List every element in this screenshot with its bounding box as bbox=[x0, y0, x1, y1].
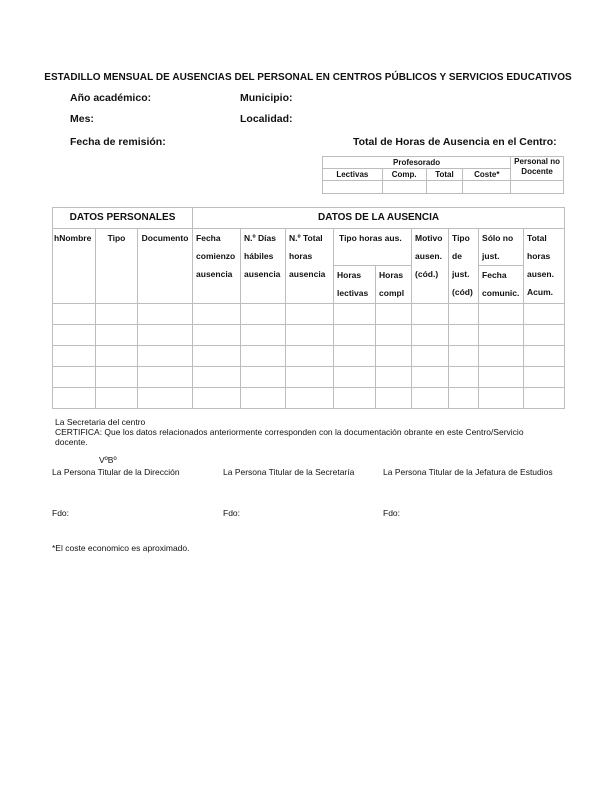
horas-compl-header: Horas compl bbox=[376, 266, 412, 304]
total-acum-header: Total horas ausen. Acum. bbox=[524, 229, 565, 304]
table-cell[interactable] bbox=[412, 325, 449, 346]
table-cell[interactable] bbox=[286, 304, 334, 325]
table-row bbox=[53, 325, 565, 346]
table-row bbox=[53, 346, 565, 367]
table-cell[interactable] bbox=[193, 346, 241, 367]
table-cell[interactable] bbox=[193, 388, 241, 409]
datos-ausencia-header: DATOS DE LA AUSENCIA bbox=[193, 208, 565, 229]
table-cell[interactable] bbox=[286, 367, 334, 388]
table-cell[interactable] bbox=[138, 304, 193, 325]
table-cell[interactable] bbox=[412, 346, 449, 367]
table-row bbox=[53, 304, 565, 325]
coste-header: Coste* bbox=[463, 169, 511, 181]
table-cell[interactable] bbox=[449, 367, 479, 388]
ano-academico-label: Año académico: bbox=[70, 92, 152, 104]
table-cell[interactable] bbox=[524, 367, 565, 388]
secretaria-centro-text: La Secretaria del centro bbox=[55, 417, 146, 427]
horas-lectivas-header: Horas lectivas bbox=[334, 266, 376, 304]
coste-footnote: *El coste economico es aproximado. bbox=[52, 543, 190, 553]
table-cell[interactable] bbox=[138, 367, 193, 388]
table-row bbox=[53, 388, 565, 409]
table-cell[interactable] bbox=[53, 346, 96, 367]
localidad-label: Localidad: bbox=[240, 113, 293, 125]
fecha-comienzo-header: Fecha comienzo ausencia bbox=[193, 229, 241, 304]
table-cell[interactable] bbox=[479, 304, 524, 325]
absence-table bbox=[52, 207, 565, 409]
table-cell[interactable] bbox=[376, 346, 412, 367]
table-cell[interactable] bbox=[449, 304, 479, 325]
table-cell[interactable] bbox=[138, 325, 193, 346]
motivo-header: Motivo ausen. (cód.) bbox=[412, 229, 449, 304]
table-cell[interactable] bbox=[334, 388, 376, 409]
table-cell[interactable] bbox=[479, 367, 524, 388]
table-cell[interactable] bbox=[334, 325, 376, 346]
hours-summary-table bbox=[322, 156, 564, 194]
table-cell[interactable] bbox=[96, 346, 138, 367]
table-cell[interactable] bbox=[96, 367, 138, 388]
table-cell[interactable] bbox=[334, 346, 376, 367]
table-cell[interactable] bbox=[412, 388, 449, 409]
dias-habiles-header: N.º Días hábiles ausencia bbox=[241, 229, 286, 304]
municipio-label: Municipio: bbox=[240, 92, 293, 104]
certifica-text-line2: docente. bbox=[55, 437, 88, 447]
fecha-remision-label: Fecha de remisión: bbox=[70, 136, 166, 148]
fdo-secretaria-label: Fdo: bbox=[223, 508, 241, 518]
table-cell[interactable] bbox=[53, 304, 96, 325]
table-cell[interactable] bbox=[376, 304, 412, 325]
mes-label: Mes: bbox=[70, 113, 94, 125]
table-cell[interactable] bbox=[412, 304, 449, 325]
table-cell[interactable] bbox=[449, 325, 479, 346]
table-cell[interactable] bbox=[193, 325, 241, 346]
table-cell[interactable] bbox=[138, 346, 193, 367]
datos-personales-header: DATOS PERSONALES bbox=[53, 208, 193, 229]
solo-no-just-header: Sólo no just. bbox=[479, 229, 524, 266]
table-cell[interactable] bbox=[53, 325, 96, 346]
table-row bbox=[53, 367, 565, 388]
titular-jefatura-label: La Persona Titular de la Jefatura de Estudios bbox=[383, 467, 553, 477]
table-cell[interactable] bbox=[376, 325, 412, 346]
fdo-direccion-label: Fdo: bbox=[52, 508, 70, 518]
documento-header: Documento bbox=[138, 229, 193, 304]
table-cell[interactable] bbox=[53, 367, 96, 388]
nombre-header: hNombre bbox=[53, 229, 96, 304]
table-cell[interactable] bbox=[524, 304, 565, 325]
coste-cell[interactable] bbox=[463, 181, 511, 194]
table-cell[interactable] bbox=[96, 325, 138, 346]
table-cell[interactable] bbox=[449, 346, 479, 367]
table-cell[interactable] bbox=[193, 304, 241, 325]
table-cell[interactable] bbox=[241, 325, 286, 346]
vobo-label: VºBº bbox=[99, 455, 117, 465]
fdo-jefatura-label: Fdo: bbox=[383, 508, 401, 518]
table-cell[interactable] bbox=[241, 367, 286, 388]
table-cell[interactable] bbox=[334, 367, 376, 388]
table-cell[interactable] bbox=[334, 304, 376, 325]
lectivas-header: Lectivas bbox=[323, 169, 383, 181]
table-cell[interactable] bbox=[412, 367, 449, 388]
table-cell[interactable] bbox=[479, 388, 524, 409]
titular-secretaria-label: La Persona Titular de la Secretaría bbox=[223, 467, 355, 477]
tipo-header: Tipo bbox=[96, 229, 138, 304]
profesorado-header: Profesorado bbox=[323, 157, 511, 169]
tipo-just-header: Tipo de just. (cód) bbox=[449, 229, 479, 304]
total-cell[interactable] bbox=[426, 181, 463, 194]
table-cell[interactable] bbox=[286, 388, 334, 409]
table-cell[interactable] bbox=[524, 325, 565, 346]
table-cell[interactable] bbox=[241, 304, 286, 325]
fecha-comunic-header: Fecha comunic. bbox=[479, 266, 524, 304]
personal-no-docente-header: Personal no Docente bbox=[511, 157, 564, 181]
total-header: Total bbox=[426, 169, 463, 181]
table-cell[interactable] bbox=[524, 388, 565, 409]
table-cell[interactable] bbox=[286, 346, 334, 367]
titular-direccion-label: La Persona Titular de la Dirección bbox=[52, 467, 180, 477]
table-cell[interactable] bbox=[479, 346, 524, 367]
total-horas-label: Total de Horas de Ausencia en el Centro: bbox=[353, 136, 557, 148]
table-cell[interactable] bbox=[286, 325, 334, 346]
table-cell[interactable] bbox=[376, 367, 412, 388]
table-cell[interactable] bbox=[138, 388, 193, 409]
table-cell[interactable] bbox=[53, 388, 96, 409]
document-title: ESTADILLO MENSUAL DE AUSENCIAS DEL PERSONAL EN CENTROS PÚBLICOS Y SERVICIOS EDUCATIVOS bbox=[44, 72, 572, 83]
personal-no-docente-cell[interactable] bbox=[511, 181, 564, 194]
table-cell[interactable] bbox=[524, 346, 565, 367]
table-cell[interactable] bbox=[96, 388, 138, 409]
comp-header: Comp. bbox=[382, 169, 426, 181]
tipo-horas-header: Tipo horas aus. bbox=[334, 229, 412, 266]
table-cell[interactable] bbox=[376, 388, 412, 409]
comp-cell[interactable] bbox=[382, 181, 426, 194]
lectivas-cell[interactable] bbox=[323, 181, 383, 194]
table-cell[interactable] bbox=[241, 388, 286, 409]
table-cell[interactable] bbox=[193, 367, 241, 388]
table-cell[interactable] bbox=[241, 346, 286, 367]
total-horas-header: N.º Total horas ausencia bbox=[286, 229, 334, 304]
certifica-text-line1: CERTIFICA: Que los datos relacionados anteriormente corresponden con la documentación obrante en este Centro/Servicio bbox=[55, 427, 524, 437]
table-cell[interactable] bbox=[449, 388, 479, 409]
table-cell[interactable] bbox=[479, 325, 524, 346]
table-cell[interactable] bbox=[96, 304, 138, 325]
